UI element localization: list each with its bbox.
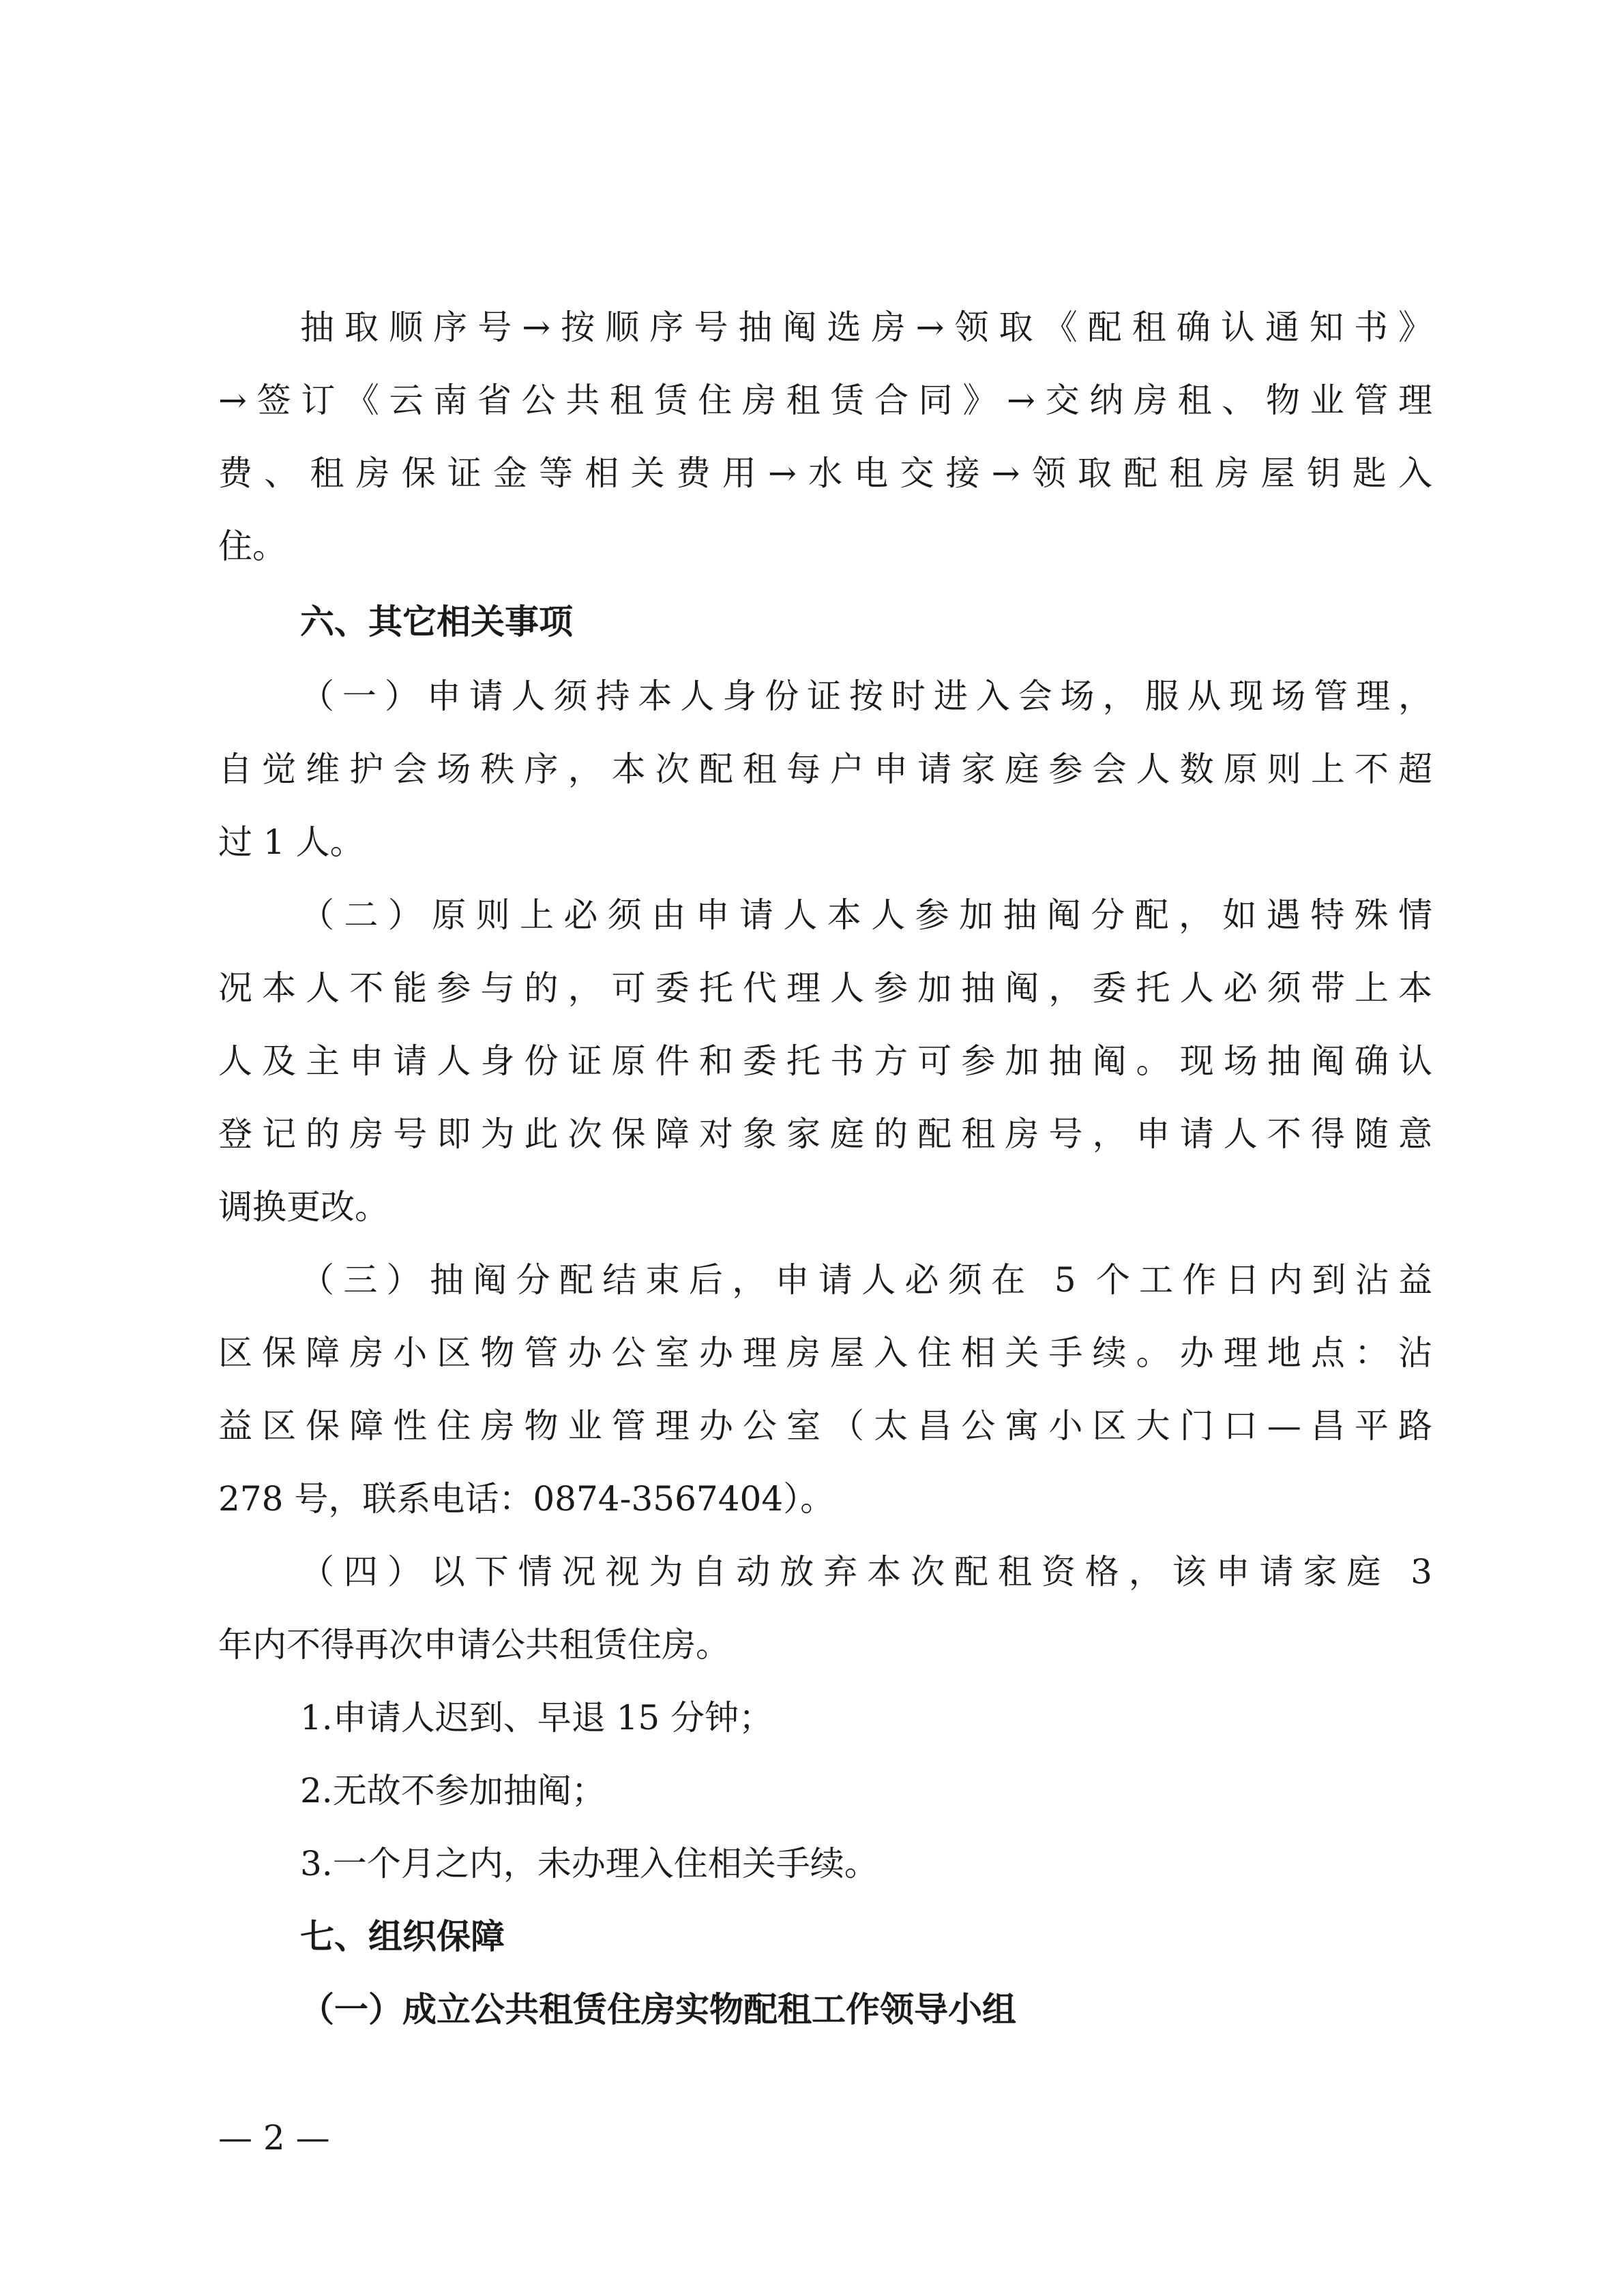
item-2-line-4: 登记的房号即为此次保障对象家庭的配租房号，申请人不得随意 <box>218 1114 1432 1154</box>
procedure-line-2: →签订《云南省公共租赁住房租赁合同》→交纳房租、物业管理 <box>218 381 1432 420</box>
section-heading-other-matters: 六、其它相关事项 <box>300 602 573 642</box>
item-4-line-1: （四）以下情况视为自动放弃本次配租资格，该申请家庭 3 <box>300 1552 1432 1592</box>
section-heading-organization: 七、组织保障 <box>300 1917 505 1956</box>
page-number: — 2 — <box>218 2118 330 2158</box>
procedure-line-4: 住。 <box>218 526 286 566</box>
item-4-subitem-3: 3.一个月之内，未办理入住相关手续。 <box>300 1844 879 1883</box>
item-4-line-2: 年内不得再次申请公共租赁住房。 <box>218 1625 730 1665</box>
item-2-line-2: 况本人不能参与的，可委托代理人参加抽阄，委托人必须带上本 <box>218 968 1432 1008</box>
item-3-line-1: （三）抽阄分配结束后，申请人必须在 5 个工作日内到沾益 <box>300 1260 1432 1300</box>
item-4-subitem-1: 1.申请人迟到、早退 15 分钟； <box>300 1698 773 1738</box>
item-2-line-3: 人及主申请人身份证原件和委托书方可参加抽阄。现场抽阄确认 <box>218 1041 1432 1081</box>
item-2-line-5: 调换更改。 <box>218 1187 389 1227</box>
item-7-1-heading: （一）成立公共租赁住房实物配租工作领导小组 <box>300 1990 1016 2029</box>
item-2-line-1: （二）原则上必须由申请人本人参加抽阄分配，如遇特殊情 <box>300 895 1432 935</box>
item-3-line-4: 278 号，联系电话：0874-3567404）。 <box>218 1479 835 1519</box>
item-3-line-2: 区保障房小区物管办公室办理房屋入住相关手续。办理地点：沾 <box>218 1333 1432 1373</box>
item-1-line-3: 过 1 人。 <box>218 822 364 862</box>
procedure-line-1: 抽取顺序号→按顺序号抽阄选房→领取《配租确认通知书》 <box>300 308 1432 347</box>
item-1-line-2: 自觉维护会场秩序，本次配租每户申请家庭参会人数原则上不超 <box>218 749 1432 789</box>
procedure-line-3: 费、租房保证金等相关费用→水电交接→领取配租房屋钥匙入 <box>218 453 1432 493</box>
item-1-line-1: （一）申请人须持本人身份证按时进入会场，服从现场管理， <box>300 676 1432 716</box>
item-4-subitem-2: 2.无故不参加抽阄； <box>300 1771 606 1810</box>
item-3-line-3: 益区保障性住房物业管理办公室（太昌公寓小区大门口—昌平路 <box>218 1406 1432 1446</box>
